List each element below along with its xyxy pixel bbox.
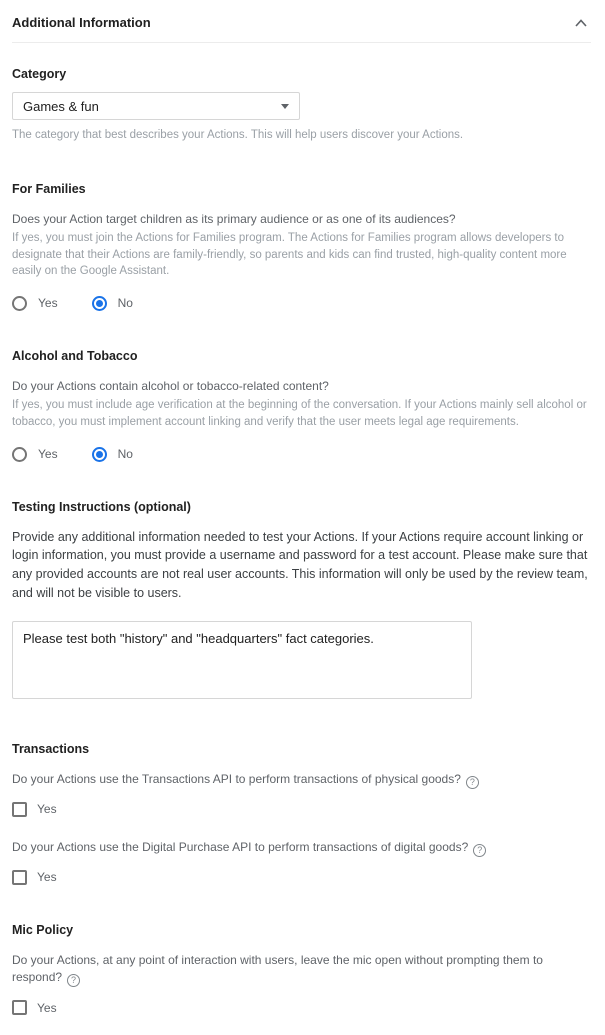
mic-policy-question <box>12 952 591 987</box>
alcohol-tobacco-no-label: No <box>117 447 133 462</box>
mic-policy-title: Mic Policy <box>12 922 74 937</box>
transactions-physical-question-text: Do your Actions use the Transactions API to perform transactions of physical goods? <box>12 771 461 786</box>
for-families-question <box>12 211 591 280</box>
radio-checked-icon[interactable] <box>92 296 107 311</box>
radio-checked-icon[interactable] <box>92 447 107 462</box>
radio-unchecked-icon[interactable] <box>12 296 27 311</box>
for-families-no-label: No <box>117 296 133 311</box>
alcohol-tobacco-yes-option[interactable] <box>12 447 58 462</box>
transactions-physical-yes-label: Yes <box>37 802 57 817</box>
checkbox-unchecked-icon[interactable] <box>12 870 27 885</box>
testing-instructions-title: Testing Instructions (optional) <box>12 499 191 514</box>
alcohol-tobacco-question <box>12 378 591 431</box>
help-icon[interactable] <box>466 776 479 789</box>
section-header <box>12 0 591 43</box>
alcohol-tobacco-helper-text: If yes, you must include age verification at the beginning of the conversation. If your Actions mainly sell alcohol or tobacco, you must implement account linking and verify that the user meets legal age requirements. <box>12 399 587 428</box>
for-families-no-option[interactable] <box>92 296 133 311</box>
mic-policy-yes-label: Yes <box>37 1000 57 1015</box>
mic-policy-yes-option[interactable] <box>12 1000 591 1015</box>
transactions-digital-yes-label: Yes <box>37 870 57 885</box>
testing-instructions-description: Provide any additional information needed to test your Actions. If your Actions require account linking or login information, you must provide a username and password for a test account. Please make sure that any provided accounts are not real user accounts. This information will only be used by the review team, and will not be visible to users. <box>12 529 588 600</box>
alcohol-tobacco-yes-label: Yes <box>38 447 58 462</box>
alcohol-tobacco-radio-group <box>12 447 591 462</box>
category-select[interactable] <box>12 92 300 120</box>
transactions-physical-question <box>12 771 591 789</box>
category-selected-value: Games & fun <box>23 98 99 114</box>
dropdown-arrow-icon <box>281 104 289 109</box>
category-label: Category <box>12 67 67 81</box>
transactions-digital-question-text: Do your Actions use the Digital Purchase API to perform transactions of digital goods? <box>12 839 469 854</box>
testing-instructions-input[interactable] <box>12 621 472 699</box>
alcohol-tobacco-title: Alcohol and Tobacco <box>12 348 138 363</box>
for-families-title: For Families <box>12 181 86 196</box>
for-families-helper-text: If yes, you must join the Actions for Families program. The Actions for Families program allows developers to designate that their Actions are family-friendly, so parents and kids can find trusted, high-quality content more easily on the Google Assistant. <box>12 231 567 278</box>
for-families-question-text: Does your Action target children as its primary audience or as one of its audiences? <box>12 211 456 226</box>
transactions-digital-question <box>12 839 591 857</box>
help-icon[interactable] <box>473 844 486 857</box>
collapse-section-button[interactable] <box>573 17 589 29</box>
for-families-radio-group <box>12 296 591 311</box>
transactions-physical-yes-option[interactable] <box>12 802 591 817</box>
chevron-up-icon <box>575 19 587 27</box>
radio-unchecked-icon[interactable] <box>12 447 27 462</box>
checkbox-unchecked-icon[interactable] <box>12 1000 27 1015</box>
page-title: Additional Information <box>12 15 151 30</box>
mic-policy-question-text: Do your Actions, at any point of interaction with users, leave the mic open without prompting them to respond? <box>12 952 543 985</box>
for-families-yes-label: Yes <box>38 296 58 311</box>
category-helper-text: The category that best describes your Actions. This will help users discover your Actions. <box>12 129 464 141</box>
transactions-digital-yes-option[interactable] <box>12 870 591 885</box>
alcohol-tobacco-question-text: Do your Actions contain alcohol or tobacco-related content? <box>12 378 329 393</box>
alcohol-tobacco-no-option[interactable] <box>92 447 133 462</box>
transactions-title: Transactions <box>12 741 90 756</box>
help-icon[interactable] <box>67 974 80 987</box>
checkbox-unchecked-icon[interactable] <box>12 802 27 817</box>
for-families-yes-option[interactable] <box>12 296 58 311</box>
